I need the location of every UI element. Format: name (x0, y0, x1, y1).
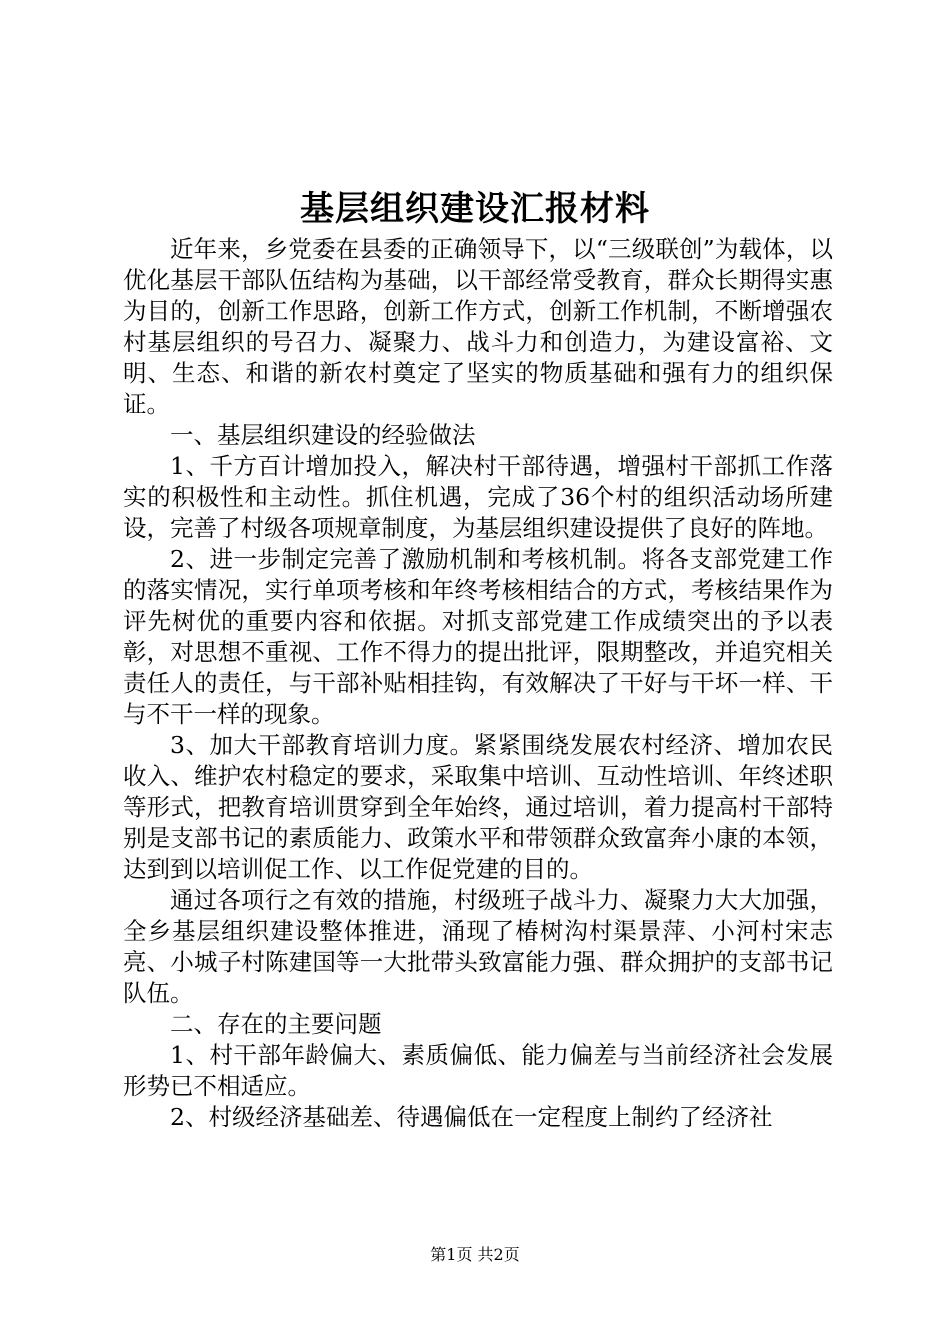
paragraph-item-3: 3、加大干部教育培训力度。紧紧围绕发展农村经济、增加农民收入、维护农村稳定的要求，采取集中培训、互动性培训、年终述职等形式，把教育培训贯穿到全年始终，通过培训，着力提高村干部特别是支部书记的素质能力、政策水平和带领群众致富奔小康的本领，达到到以培训促工作、以工作促党建的目的。 (123, 731, 833, 883)
paragraph-item-1: 1、千方百计增加投入，解决村干部待遇，增强村干部抓工作落实的积极性和主动性。抓住机遇，完成了36个村的组织活动场所建设，完善了村级各项规章制度，为基层组织建设提供了良好的阵地。 (123, 452, 833, 542)
paragraph-item-2: 2、进一步制定完善了激励机制和考核机制。将各支部党建工作的落实情况，实行单项考核和年终考核相结合的方式，考核结果作为评先树优的重要内容和依据。对抓支部党建工作成绩突出的予以表彰，对思想不重视、工作不得力的提出批评，限期整改，并追究相关责任人的责任，与干部补贴相挂钩，有效解决了干好与干坏一样、干与不干一样的现象。 (123, 545, 833, 728)
paragraph-problem-1: 1、村干部年龄偏大、素质偏低、能力偏差与当前经济社会发展形势已不相适应。 (123, 1041, 833, 1100)
section-heading-experience: 一、基层组织建设的经验做法 (170, 421, 476, 449)
paragraph-summary: 通过各项行之有效的措施，村级班子战斗力、凝聚力大大加强，全乡基层组织建设整体推进，涌现了椿树沟村渠景萍、小河村宋志亮、小城子村陈建国等一大批带头致富能力强、群众拥护的支部书记队伍。 (123, 886, 833, 1007)
paragraph-intro: 近年来，乡党委在县委的正确领导下，以“三级联创”为载体，以优化基层干部队伍结构为基础，以干部经常受教育，群众长期得实惠为目的，创新工作思路，创新工作方式，创新工作机制，不断增强农村基层组织的号召力、凝聚力、战斗力和创造力，为建设富裕、文明、生态、和谐的新农村奠定了坚实的物质基础和强有力的组织保证。 (123, 235, 833, 418)
paragraph-problem-2: 2、村级经济基础差、待遇偏低在一定程度上制约了经济社 (170, 1103, 773, 1131)
section-heading-problems: 二、存在的主要问题 (170, 1010, 382, 1038)
document-body (123, 234, 833, 1133)
document-title: 基层组织建设汇报材料 (300, 189, 650, 229)
page-footer: 第1页 共2页 (430, 1245, 520, 1264)
